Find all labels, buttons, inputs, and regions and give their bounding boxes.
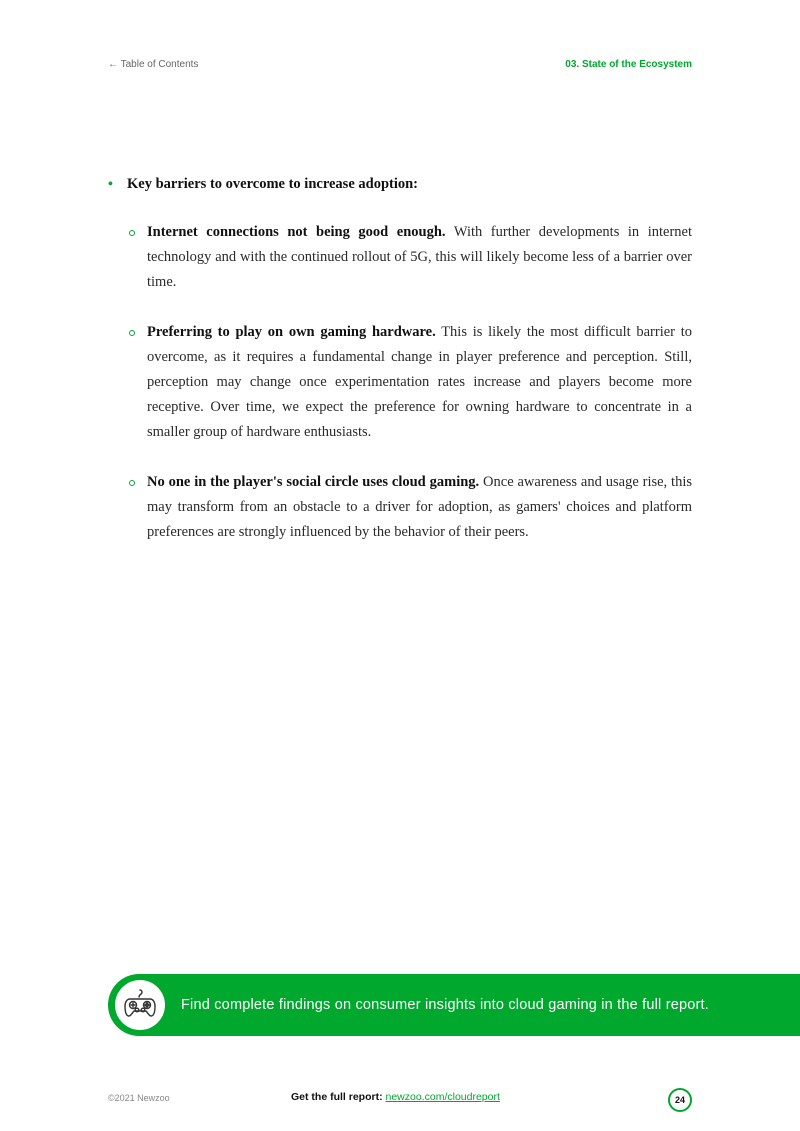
- barrier-list: [108, 220, 692, 545]
- body-content: [108, 176, 692, 570]
- list-item-title: Internet connections not being good enough.: [147, 224, 446, 240]
- list-item-title: No one in the player's social circle uses cloud gaming.: [147, 474, 480, 490]
- page-footer: [108, 1088, 692, 1112]
- report-link[interactable]: newzoo.com/cloudreport: [385, 1091, 500, 1103]
- table-of-contents-link[interactable]: ← Table of Contents: [108, 59, 199, 70]
- list-item: [129, 470, 692, 545]
- top-navigation: [108, 59, 692, 70]
- list-item: [129, 220, 692, 295]
- full-report-banner[interactable]: [108, 974, 800, 1036]
- list-item-text: [147, 470, 692, 545]
- gamepad-icon: [115, 980, 165, 1030]
- list-item-body: Once awareness and usage rise, this may transform from an obstacle to a driver for adoption, as gamers' choices and platform preferences are strongly influenced by the behavior of their peers.: [147, 474, 692, 540]
- list-item-body: With further developments in internet technology and with the continued rollout of 5G, this will likely become less of a barrier over time.: [147, 224, 692, 290]
- get-report-line: [291, 1091, 500, 1103]
- main-bullet: [108, 176, 692, 193]
- list-item-text: [147, 320, 692, 445]
- section-title: 03. State of the Ecosystem: [565, 59, 692, 70]
- copyright: ©2021 Newzoo: [108, 1093, 170, 1103]
- bullet-dot-icon: •: [108, 177, 113, 192]
- list-item: [129, 320, 692, 445]
- hollow-bullet-icon: [129, 330, 135, 336]
- get-report-label: Get the full report:: [291, 1091, 386, 1103]
- list-item-title: Preferring to play on own gaming hardware.: [147, 324, 436, 340]
- main-bullet-text: Key barriers to overcome to increase adoption:: [127, 176, 419, 192]
- list-item-body: This is likely the most difficult barrier to overcome, as it requires a fundamental change in player preference and perception. Still, perception may change once experimentation rates increase and players become more receptive. Over time, we expect the preference for owning hardware to concentrate in a smaller group of hardware enthusiasts.: [147, 324, 692, 440]
- banner-text: Find complete findings on consumer insights into cloud gaming in the full report.: [181, 997, 710, 1013]
- hollow-bullet-icon: [129, 230, 135, 236]
- page-number: 24: [668, 1088, 692, 1112]
- hollow-bullet-icon: [129, 480, 135, 486]
- list-item-text: [147, 220, 692, 295]
